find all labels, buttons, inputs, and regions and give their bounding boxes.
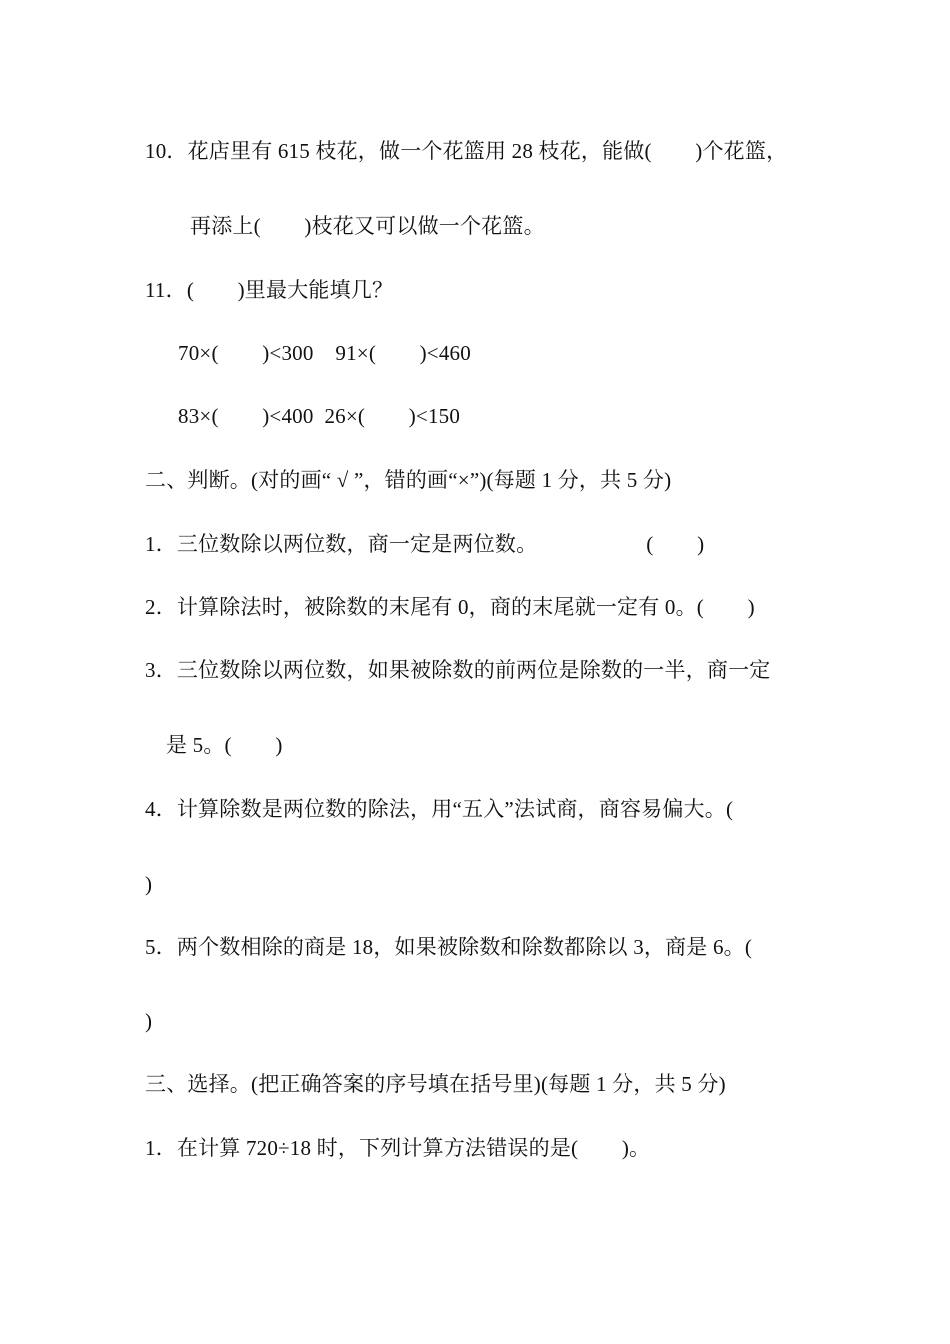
- choice-item-1: 1．在计算 720÷18 时，下列计算方法错误的是( )。: [145, 1136, 651, 1160]
- question-10-line-2: 再添上( )枝花又可以做一个花篮。: [190, 214, 545, 238]
- section-2-heading: 二、判断。(对的画“ √ ”，错的画“×”)(每题 1 分，共 5 分): [145, 468, 672, 492]
- judge-item-2: 2．计算除法时，被除数的末尾有 0，商的末尾就一定有 0。( ): [145, 595, 755, 619]
- judge-item-4-line-1: 4．计算除数是两位数的除法，用“五入”法试商，商容易偏大。(: [145, 797, 734, 821]
- judge-item-3-line-2: 是 5。( ): [166, 733, 283, 757]
- judge-item-3-line-1: 3．三位数除以两位数，如果被除数的前两位是除数的一半，商一定: [145, 658, 771, 682]
- judge-item-5-line-2: ): [145, 1009, 153, 1033]
- judge-item-1: 1．三位数除以两位数，商一定是两位数。 ( ): [145, 532, 705, 556]
- question-11-row-1: 70×( )<300 91×( )<460: [178, 341, 471, 365]
- section-3-heading: 三、选择。(把正确答案的序号填在括号里)(每题 1 分，共 5 分): [145, 1072, 726, 1096]
- question-10-line-1: 10．花店里有 615 枝花，做一个花篮用 28 枝花，能做( )个花篮，: [145, 139, 788, 163]
- judge-item-5-line-1: 5．两个数相除的商是 18，如果被除数和除数都除以 3，商是 6。(: [145, 935, 753, 959]
- question-11-row-2: 83×( )<400 26×( )<150: [178, 404, 461, 428]
- judge-item-4-line-2: ): [145, 872, 153, 896]
- question-11-prompt: 11．( )里最大能填几？: [145, 278, 394, 302]
